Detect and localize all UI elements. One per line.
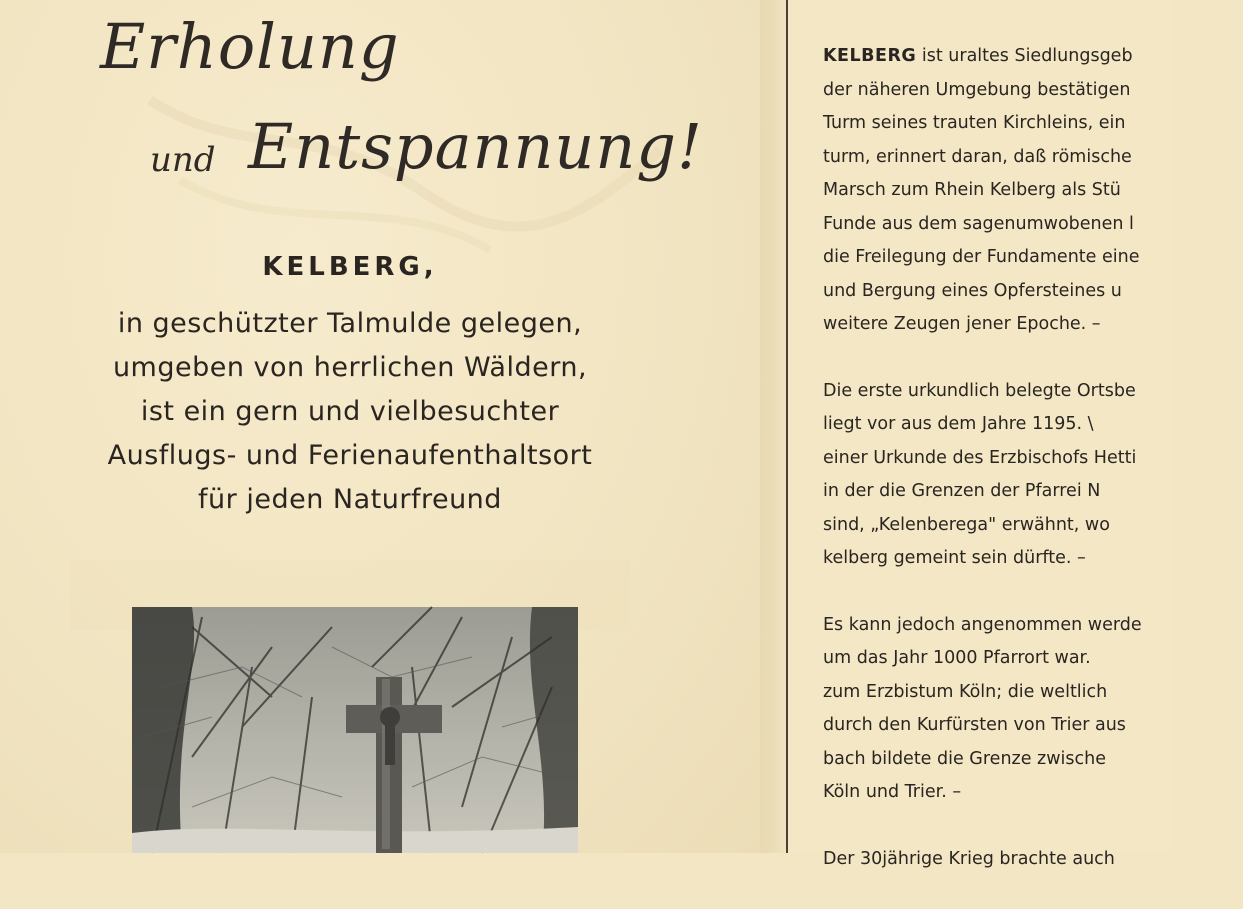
title-und: und bbox=[150, 140, 216, 180]
text-line: die Freilegung der Fundamente eine bbox=[823, 247, 1140, 267]
paragraph-4 bbox=[823, 843, 1243, 877]
paragraph-2 bbox=[823, 375, 1243, 576]
text-line: und Bergung eines Opfersteines u bbox=[823, 280, 1122, 301]
text-line: in der die Grenzen der Pfarrei N bbox=[823, 481, 1101, 501]
text-line: liegt vor aus dem Jahre 1195. \ bbox=[823, 414, 1094, 434]
text-line: Marsch zum Rhein Kelberg als Stü bbox=[823, 180, 1121, 200]
intro-line: ist ein gern und vielbesuchter bbox=[140, 396, 560, 427]
text-line: Funde aus dem sagenumwobenen l bbox=[823, 213, 1134, 234]
text-line: Köln und Trier. – bbox=[823, 782, 962, 802]
intro-text bbox=[0, 302, 700, 522]
title-erholung: Erholung bbox=[100, 10, 400, 83]
title-entspannung: Entspannung! bbox=[248, 110, 703, 183]
kelberg-lead: KELBERG bbox=[823, 46, 917, 66]
text-line bbox=[823, 40, 1243, 74]
text-line: Turm seines trauten Kirchleins, ein bbox=[823, 113, 1126, 133]
intro-line: umgeben von herrlichen Wäldern, bbox=[112, 352, 588, 383]
paragraph-3 bbox=[823, 609, 1243, 810]
text-line: bach bildete die Grenze zwische bbox=[823, 748, 1107, 769]
text-line: um das Jahr 1000 Pfarrort war. bbox=[823, 648, 1091, 668]
text-line: zum Erzbistum Köln; die weltlich bbox=[823, 681, 1108, 702]
history-text bbox=[823, 40, 1243, 909]
intro-line: für jeden Naturfreund bbox=[198, 484, 502, 515]
intro-line: Ausflugs- und Ferienaufenthaltsort bbox=[107, 440, 593, 471]
text-line: kelberg gemeint sein dürfte. – bbox=[823, 548, 1086, 568]
text-line: Es kann jedoch angenommen werde bbox=[823, 614, 1142, 635]
text-line: weitere Zeugen jener Epoche. – bbox=[823, 314, 1101, 334]
text-line: durch den Kurfürsten von Trier aus bbox=[823, 715, 1126, 735]
text-line: der näheren Umgebung bestätigen bbox=[823, 79, 1131, 100]
text-line: sind, „Kelenberega" erwähnt, wo bbox=[823, 514, 1110, 535]
text-line: Die erste urkundlich belegte Ortsbe bbox=[823, 380, 1136, 401]
text-line-rest: ist uraltes Siedlungsgeb bbox=[916, 46, 1133, 66]
wayside-cross-photo bbox=[132, 607, 578, 853]
text-line: einer Urkunde des Erzbischofs Hetti bbox=[823, 447, 1137, 468]
right-page bbox=[788, 0, 1171, 869]
paragraph-1 bbox=[823, 40, 1243, 342]
text-line: Der 30jährige Krieg brachte auch bbox=[823, 848, 1115, 869]
town-heading: KELBERG, bbox=[262, 252, 438, 282]
intro-line: in geschützter Talmulde gelegen, bbox=[117, 308, 583, 339]
cross-forest-image bbox=[132, 607, 578, 853]
text-line: turm, erinnert daran, daß römische bbox=[823, 146, 1132, 167]
page-gutter bbox=[760, 0, 786, 853]
